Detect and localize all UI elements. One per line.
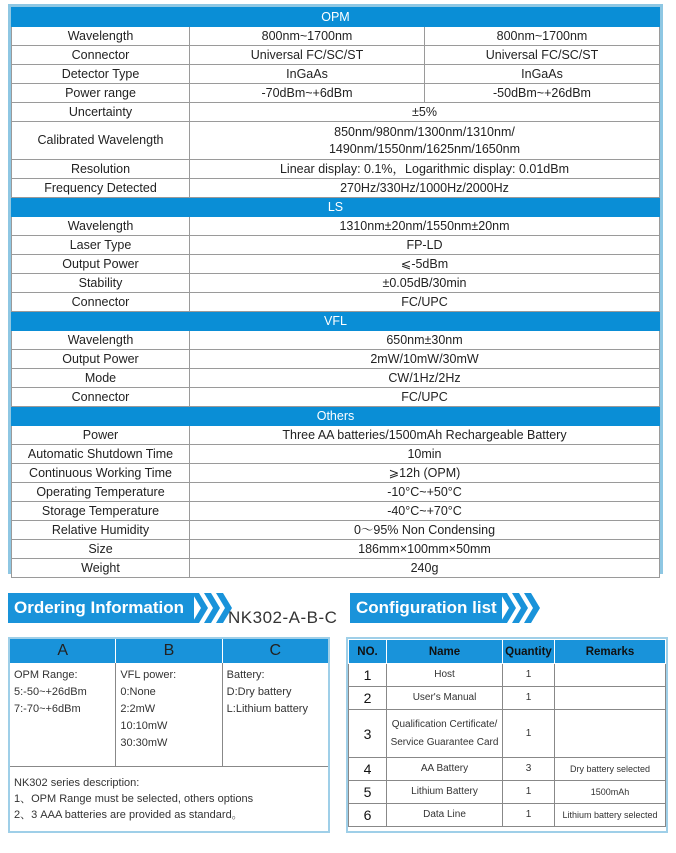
cell-qty: 1 [503,781,555,804]
col-header-no: NO. [349,640,387,664]
cell-qty: 1 [503,710,555,758]
table-row [12,369,660,388]
table-row [12,388,660,407]
ordering-header-row [10,639,328,663]
row-value: 800nm~1700nm [425,27,660,46]
option-line: 5:-50~+26dBm [14,686,87,698]
row-value: ±5% [190,103,660,122]
series-description [10,767,328,831]
chevron-right-icon [500,593,540,623]
ordering-col-a [10,663,116,766]
configuration-table [346,637,668,833]
table-row [12,483,660,502]
option-line: 0:None [120,686,156,698]
cell-remarks: 1500mAh [555,781,666,804]
option-line: OPM Range: [14,669,78,681]
ordering-title: Ordering Information [14,598,184,617]
row-label: Wavelength [12,217,190,236]
option-line: 7:-70~+6dBm [14,703,81,715]
cell-qty: 1 [503,664,555,687]
ordering-col-head: C [269,642,282,659]
cell-no: 6 [349,804,387,827]
option-line: L:Lithium battery [226,703,308,715]
table-row [12,236,660,255]
table-row [12,65,660,84]
row-label: Mode [12,369,190,388]
cell-no: 3 [349,710,387,758]
row-value: 650nm±30nm [190,331,660,350]
section-title: LS [12,198,660,217]
section-title: Others [12,407,660,426]
row-label: Calibrated Wavelength [12,122,190,160]
config-header-row [349,640,666,664]
option-line: 30:30mW [120,737,168,749]
description-line: 2、3 AAA batteries are provided as standard。 [14,809,243,821]
section-opm [12,8,660,27]
row-value [190,122,660,160]
section-vfl [12,312,660,331]
cell-remarks [555,710,666,758]
ordering-col-head: B [116,639,222,663]
row-label: Connector [12,46,190,65]
row-value: -50dBm~+26dBm [425,84,660,103]
description-line: NK302 series description: [14,777,140,789]
spec-table [11,7,660,578]
row-label: Size [12,540,190,559]
row-value: 800nm~1700nm [190,27,425,46]
row-value: FC/UPC [190,388,660,407]
config-table [348,639,666,827]
cell-no: 4 [349,758,387,781]
row-label: Wavelength [12,27,190,46]
table-row [12,179,660,198]
spec-table-frame [8,4,663,574]
table-row [12,445,660,464]
row-value: FC/UPC [190,293,660,312]
cell-no: 2 [349,687,387,710]
row-value: -10°C~+50°C [190,483,660,502]
row-label: Connector [12,388,190,407]
cell-no: 1 [349,664,387,687]
row-value: 2mW/10mW/30mW [190,350,660,369]
cell-qty: 1 [503,687,555,710]
chevron-right-icon [192,593,232,623]
col-header-remarks: Remarks [555,640,666,664]
cell-no: 5 [349,781,387,804]
cell-remarks: Lithium battery selected [555,804,666,827]
row-label: Continuous Working Time [12,464,190,483]
ordering-title-banner [8,593,194,623]
row-label: Output Power [12,255,190,274]
table-row [12,27,660,46]
table-row [12,122,660,160]
row-value: 240g [190,559,660,578]
ordering-table [8,637,330,833]
table-row [12,502,660,521]
section-title: VFL [12,312,660,331]
row-value: ⩾12h (OPM) [190,464,660,483]
table-row [12,46,660,65]
section-title: OPM [12,8,660,27]
config-title-banner [350,593,502,623]
table-row [349,781,666,804]
row-value: Universal FC/SC/ST [190,46,425,65]
cell-name-line: Service Guarantee Card [390,736,499,748]
table-row [12,274,660,293]
row-label: Power range [12,84,190,103]
section-others [12,407,660,426]
option-line: Battery: [226,669,265,681]
row-value: CW/1Hz/2Hz [190,369,660,388]
cell-qty: 1 [503,804,555,827]
row-label: Automatic Shutdown Time [12,445,190,464]
ordering-col-head: A [10,639,116,663]
table-row [12,217,660,236]
table-row [12,559,660,578]
config-title: Configuration list [356,598,497,617]
table-row [349,687,666,710]
row-label: Laser Type [12,236,190,255]
row-value: 1310nm±20nm/1550nm±20nm [190,217,660,236]
row-value: Three AA batteries/1500mAh Rechargeable Battery [190,426,660,445]
cell-remarks [555,664,666,687]
cell-qty: 3 [503,758,555,781]
row-value: -70dBm~+6dBm [190,84,425,103]
row-value: Linear display: 0.1%，Logarithmic display: 0.01dBm [190,160,660,179]
row-label: Storage Temperature [12,502,190,521]
row-value: 0～95% Non Condensing [190,521,660,540]
section-ls [12,198,660,217]
col-header-quantity: Quantity [503,640,555,664]
row-value: InGaAs [190,65,425,84]
row-label: Stability [12,274,190,293]
option-line: D:Dry battery [226,686,292,698]
cell-name [387,710,503,758]
table-row [349,758,666,781]
table-row [349,710,666,758]
table-row [12,426,660,445]
table-row [12,293,660,312]
row-label: Relative Humidity [12,521,190,540]
table-row [12,464,660,483]
col-header-name: Name [387,640,503,664]
row-value: 10min [190,445,660,464]
row-label: Output Power [12,350,190,369]
table-row [349,804,666,827]
option-line: 2:2mW [120,703,156,715]
row-value: ±0.05dB/30min [190,274,660,293]
row-label: Uncertainty [12,103,190,122]
row-label: Weight [12,559,190,578]
cell-name: Host [387,664,503,687]
row-value-line: 850nm/980nm/1300nm/1310nm/ [334,124,515,139]
row-value: Universal FC/SC/ST [425,46,660,65]
ordering-options [10,663,328,767]
row-value: FP-LD [190,236,660,255]
row-label: Frequency Detected [12,179,190,198]
row-value: -40°C~+70°C [190,502,660,521]
row-label: Operating Temperature [12,483,190,502]
option-line: VFL power: [120,669,177,681]
row-label: Detector Type [12,65,190,84]
ordering-col-c [223,663,328,766]
table-row [12,540,660,559]
ordering-col-b [116,663,222,766]
table-row [12,521,660,540]
cell-remarks: Dry battery selected [555,758,666,781]
row-value: InGaAs [425,65,660,84]
row-label: Wavelength [12,331,190,350]
description-line: 1、OPM Range must be selected, others options [14,793,254,805]
option-line: 10:10mW [120,720,168,732]
cell-name: User's Manual [387,687,503,710]
row-value: ⩽-5dBm [190,255,660,274]
cell-name-line: Qualification Certificate/ [391,718,498,730]
model-code: NK302-A-B-C [228,608,338,627]
row-value: 186mm×100mm×50mm [190,540,660,559]
cell-name: Data Line [387,804,503,827]
cell-remarks [555,687,666,710]
cell-name: Lithium Battery [387,781,503,804]
cell-name: AA Battery [387,758,503,781]
row-value: 270Hz/330Hz/1000Hz/2000Hz [190,179,660,198]
table-row [12,255,660,274]
table-row [12,103,660,122]
table-row [349,664,666,687]
row-label: Connector [12,293,190,312]
table-row [12,350,660,369]
row-label: Resolution [12,160,190,179]
table-row [12,160,660,179]
table-row [12,84,660,103]
table-row [12,331,660,350]
row-value-line: 1490nm/1550nm/1625nm/1650nm [328,141,521,156]
row-label: Power [12,426,190,445]
